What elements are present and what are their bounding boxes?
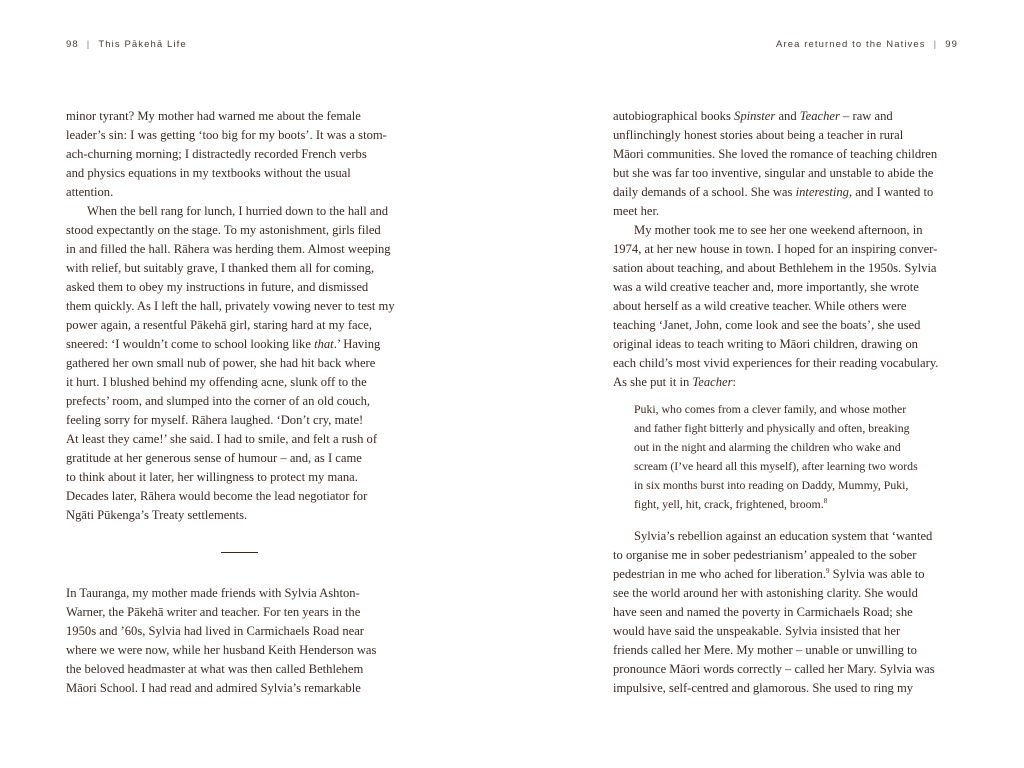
- text-line: see the world around her with astonishing clarity. She would: [613, 586, 918, 600]
- text-line: unflinchingly honest stories about being a teacher in rural: [613, 128, 904, 142]
- text-fragment: autobiographical books: [613, 109, 735, 123]
- separator: |: [86, 39, 91, 50]
- paragraph: [613, 107, 963, 221]
- footnote-marker[interactable]: 9: [825, 566, 830, 575]
- text-line: to organise me in sober pedestrianism’ appealed to the sober: [613, 548, 917, 562]
- text-line: pronounce Māori words correctly – called her Mary. Sylvia was: [613, 662, 935, 676]
- text-line: was a wild creative teacher and, more importantly, she wrote: [613, 280, 919, 294]
- footnote-marker[interactable]: 8: [823, 497, 828, 506]
- right-page-text: [613, 107, 963, 392]
- left-page-text: [66, 107, 416, 525]
- text-line: When the bell rang for lunch, I hurried down to the hall and: [87, 204, 389, 218]
- page-number-left: 98: [66, 39, 79, 50]
- text-line: Decades later, Rāhera would become the lead negotiator for: [66, 489, 368, 503]
- running-head-right: [776, 39, 958, 50]
- paragraph: [613, 527, 963, 698]
- text-line: to think about it later, her willingness to protect my mana.: [66, 470, 358, 484]
- text-line: meet her.: [613, 204, 660, 218]
- text-line: sation about teaching, and about Bethlehem in the 1950s. Sylvia: [613, 261, 937, 275]
- text-line: [66, 335, 416, 354]
- text-line: impulsive, self-centred and glamorous. She used to ring my: [613, 681, 914, 695]
- text-line: the beloved headmaster at what was then called Bethlehem: [66, 662, 364, 676]
- text-line: friends called her Mere. My mother – unable or unwilling to: [613, 643, 917, 657]
- text-line: and physics equations in my textbooks without the usual: [66, 166, 351, 180]
- text-line: leader’s sin: I was getting ‘too big for my boots’. It was a stom-: [66, 128, 387, 142]
- text-fragment: Sylvia was able to: [829, 567, 925, 581]
- text-line: attention.: [66, 185, 114, 199]
- text-fragment: pedestrian in me who ached for liberation.: [613, 567, 826, 581]
- text-line: 1950s and ’60s, Sylvia had lived in Carmichaels Road near: [66, 624, 364, 638]
- text-line: stood expectantly on the stage. To my astonishment, girls filed: [66, 223, 381, 237]
- text-line: them quickly. As I left the hall, privately vowing never to test my: [66, 299, 395, 313]
- text-fragment: As she put it in: [613, 375, 693, 389]
- page-number-right: 99: [945, 39, 958, 50]
- text-fragment: .’ Having: [333, 337, 381, 351]
- text-line: 1974, at her new house in town. I hoped for an inspiring conver-: [613, 242, 938, 256]
- text-line: where we were now, while her husband Keith Henderson was: [66, 643, 377, 657]
- text-fragment: fight, yell, hit, crack, frightened, broom.: [634, 497, 824, 511]
- text-line: have seen and named the poverty in Carmichaels Road; she: [613, 605, 913, 619]
- text-line: In Tauranga, my mother made friends with Sylvia Ashton-: [66, 586, 360, 600]
- text-line: Māori School. I had read and admired Sylvia’s remarkable: [66, 681, 361, 695]
- text-fragment: , and I wanted to: [848, 185, 934, 199]
- text-line: ach-churning morning; I distractedly recorded French verbs: [66, 147, 367, 161]
- text-line: about herself as a wild creative teacher. While others were: [613, 299, 907, 313]
- quote-line: Puki, who comes from a clever family, and whose mother: [634, 402, 907, 416]
- text-line: gratitude at her generous sense of humour – and, as I came: [66, 451, 362, 465]
- text-line: At least they came!’ she said. I had to smile, and felt a rush of: [66, 432, 378, 446]
- book-title-teacher: Teacher: [692, 375, 733, 389]
- text-line: feeling sorry for myself. Rāhera laughed. ‘Don’t cry, mate!: [66, 413, 364, 427]
- section-break-rule: [221, 552, 258, 553]
- text-line: My mother took me to see her one weekend afternoon, in: [634, 223, 923, 237]
- text-line: Māori communities. She loved the romance of teaching children: [613, 147, 938, 161]
- text-line: minor tyrant? My mother had warned me about the female: [66, 109, 361, 123]
- text-line: Sylvia’s rebellion against an education system that ‘wanted: [634, 529, 933, 543]
- running-head-left: [66, 39, 187, 50]
- text-fragment: – raw and: [839, 109, 893, 123]
- text-fragment: daily demands of a school. She was: [613, 185, 796, 199]
- text-line: prefects’ room, and slumped into the corner of an old couch,: [66, 394, 371, 408]
- emphasis: interesting: [795, 185, 849, 199]
- text-fragment: sneered: ‘I wouldn’t come to school looking like: [66, 337, 315, 351]
- text-line: [613, 373, 963, 392]
- paragraph: [66, 107, 416, 202]
- text-line: [613, 565, 963, 584]
- book-title: This Pākehā Life: [98, 39, 187, 50]
- quote-line: out in the night and alarming the children who wake and: [634, 440, 901, 454]
- quote-line: and father fight bitterly and physically and often, breaking: [634, 421, 910, 435]
- text-line: original ideas to teach writing to Māori children, drawing on: [613, 337, 918, 351]
- text-fragment: and: [775, 109, 800, 123]
- block-quote: [634, 400, 954, 514]
- text-fragment: :: [732, 375, 737, 389]
- book-title-teacher: Teacher: [799, 109, 840, 123]
- text-line: would have said the unspeakable. Sylvia insisted that her: [613, 624, 901, 638]
- text-line: but she was far too inventive, singular and unstable to abide the: [613, 166, 934, 180]
- text-line: it hurt. I blushed behind my offending acne, slunk off to the: [66, 375, 367, 389]
- paragraph: [613, 221, 963, 392]
- text-line: with relief, but suitably grave, I thanked them all for coming,: [66, 261, 375, 275]
- text-line: teaching ‘Janet, John, come look and see the boats’, she used: [613, 318, 921, 332]
- text-line: Ngāti Pūkenga’s Treaty settlements.: [66, 508, 248, 522]
- text-line: Warner, the Pākehā writer and teacher. For ten years in the: [66, 605, 361, 619]
- text-line: gathered her own small nub of power, she had hit back where: [66, 356, 376, 370]
- text-line: power again, a resentful Pākehā girl, staring hard at my face,: [66, 318, 372, 332]
- chapter-title: Area returned to the Natives: [776, 39, 926, 50]
- text-line: [613, 183, 963, 202]
- paragraph: [66, 202, 416, 525]
- quote-line: in six months burst into reading on Daddy, Mummy, Puki,: [634, 478, 909, 492]
- paragraph: [66, 584, 416, 698]
- quote-line: scream (I’ve heard all this myself), after learning two words: [634, 459, 918, 473]
- text-line: asked them to obey my instructions in future, and dismissed: [66, 280, 369, 294]
- quote-line: [634, 495, 954, 514]
- right-page-section-2: [613, 527, 963, 698]
- text-line: in and filled the hall. Rāhera was herding them. Almost weeping: [66, 242, 391, 256]
- left-page-section-2: [66, 584, 416, 698]
- text-line: each child’s most vivid experiences for their reading vocabulary.: [613, 356, 939, 370]
- separator: |: [933, 39, 938, 50]
- book-title-spinster: Spinster: [734, 109, 776, 123]
- text-line: [613, 107, 963, 126]
- emphasis: that: [314, 337, 334, 351]
